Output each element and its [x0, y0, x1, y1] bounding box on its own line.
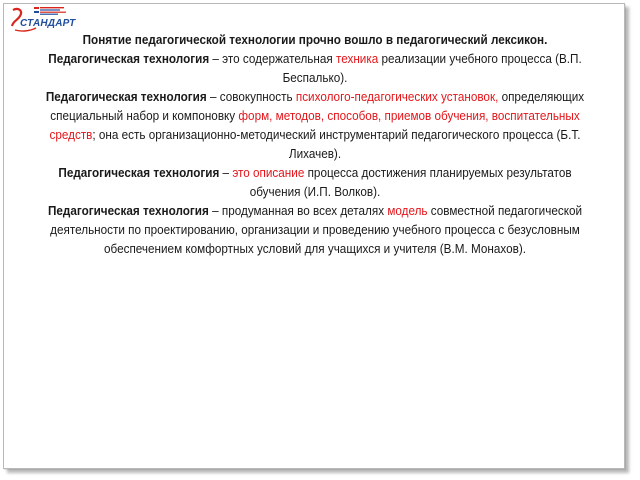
text-run: ; она есть организационно-методический инструментарий педагогического процесса (Б.Т. Лихачев). — [92, 128, 581, 161]
term-label: Педагогическая технология — [47, 204, 209, 218]
slide-text — [43, 31, 588, 259]
text-run: совместной педагогической деятельности по проектированию, организации и проведению учебного процесса с безусловным обеспечением комфортных условий для учащихся и учителя (В.М. Монахов). — [50, 204, 583, 256]
term-label: Педагогическая технология — [45, 90, 207, 104]
text-run: – это содержательная — [209, 52, 336, 66]
highlighted-text: психолого-педагогических установок, — [295, 90, 499, 104]
text-run: – продуманная во всех деталях — [208, 204, 388, 218]
paragraph-3 — [43, 88, 588, 164]
highlighted-text: это описание — [232, 166, 305, 180]
highlighted-text: модель — [387, 204, 428, 218]
text-run: – совокупность — [206, 90, 296, 104]
term-label: Педагогическая технология — [48, 52, 210, 66]
term-label: Педагогическая технология — [58, 166, 220, 180]
text-run: процесса достижения планируемых результатов обучения (И.П. Волков). — [249, 166, 572, 199]
text-run: – — [219, 166, 233, 180]
text-run: реализации учебного процесса (В.П. Беспалько). — [282, 52, 582, 85]
paragraph-2 — [43, 50, 588, 88]
slide — [3, 3, 625, 469]
paragraph-4 — [43, 164, 588, 202]
term-label: Понятие педагогической технологии прочно вошло в педагогический лексикон. — [82, 33, 548, 47]
text-run: определяющих специальный набор и компоновку — [50, 90, 585, 123]
paragraph-1 — [43, 31, 588, 50]
highlighted-text: техника — [335, 52, 379, 66]
paragraph-5 — [43, 202, 588, 259]
standart-logo — [10, 6, 76, 34]
highlighted-text: форм, методов, способов, приемов обучения, воспитательных средств — [49, 109, 580, 142]
logo-text: СТАНДАРТ — [20, 18, 76, 29]
